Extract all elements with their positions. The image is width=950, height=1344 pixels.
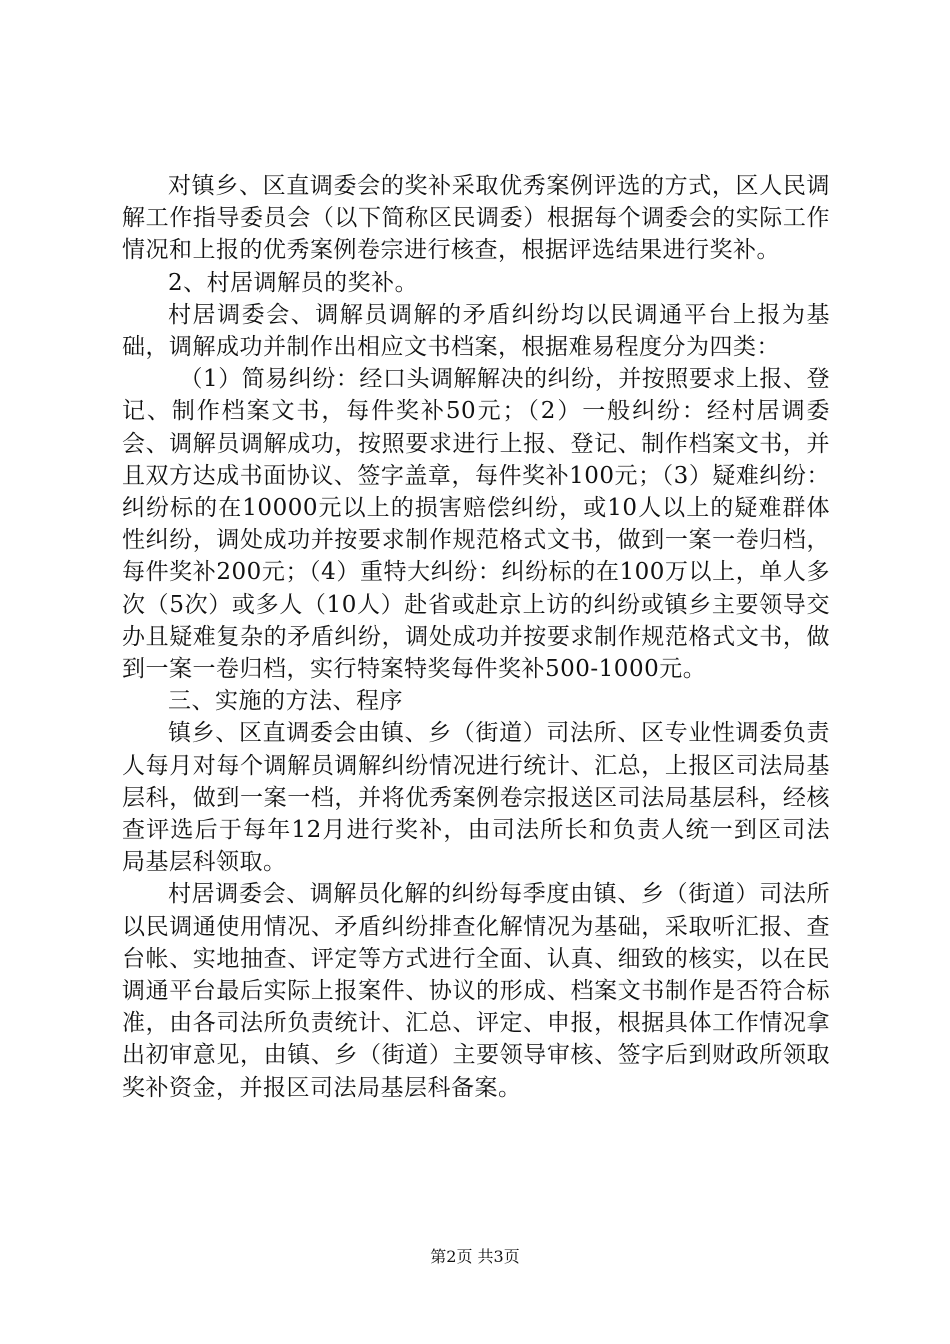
paragraph-county-committee-award: 对镇乡、区直调委会的奖补采取优秀案例评选的方式，区人民调解工作指导委员会（以下简称区民调委）根据每个调委会的实际工作情况和上报的优秀案例卷宗进行核查，根据评选结果进行奖补。 xyxy=(122,173,830,264)
paragraph-village-dispute-categories: 村居调委会、调解员调解的矛盾纠纷均以民调通平台上报为基础，调解成功并制作出相应文书档案，根据难易程度分为四类： xyxy=(122,301,830,361)
paragraph-heading-implementation: 三、实施的方法、程序 xyxy=(168,688,403,715)
paragraph-heading-village-mediator-award: 2、村居调解员的奖补。 xyxy=(168,269,419,296)
paragraph-township-procedure: 镇乡、区直调委会由镇、乡（街道）司法所、区专业性调委负责人每月对每个调解员调解纠纷情况进行统计、汇总，上报区司法局基层科，做到一案一档，并将优秀案例卷宗报送区司法局基层科，经核查评选后于每年12月进行奖补，由司法所长和负责人统一到区司法局基层科领取。 xyxy=(122,720,830,876)
document-body xyxy=(122,170,830,1104)
paragraph-dispute-types: （1）简易纠纷：经口头调解解决的纠纷，并按照要求上报、登记、制作档案文书，每件奖补50元；（2）一般纠纷：经村居调委会、调解员调解成功，按照要求进行上报、登记、制作档案文书，并且双方达成书面协议、签字盖章，每件奖补100元；（3）疑难纠纷：纠纷标的在10000元以上的损害赔偿纠纷，或10人以上的疑难群体性纠纷，调处成功并按要求制作规范格式文书，做到一案一卷归档，每件奖补200元；（4）重特大纠纷：纠纷标的在100万以上，单人多次（5次）或多人（10人）赴省或赴京上访的纠纷或镇乡主要领导交办且疑难复杂的矛盾纠纷，调处成功并按要求制作规范格式文书，做到一案一卷归档，实行特案特奖每件奖补500-1000元。 xyxy=(122,366,830,683)
page-number-footer: 第2页 共3页 xyxy=(430,1247,520,1266)
paragraph-village-procedure: 村居调委会、调解员化解的纠纷每季度由镇、乡（街道）司法所以民调通使用情况、矛盾纠纷排查化解情况为基础，采取听汇报、查台帐、实地抽查、评定等方式进行全面、认真、细致的核实，以在民调通平台最后实际上报案件、协议的形成、档案文书制作是否符合标准，由各司法所负责统计、汇总、评定、申报，根据具体工作情况拿出初审意见，由镇、乡（街道）主要领导审核、签字后到财政所领取奖补资金，并报区司法局基层科备案。 xyxy=(122,881,830,1101)
